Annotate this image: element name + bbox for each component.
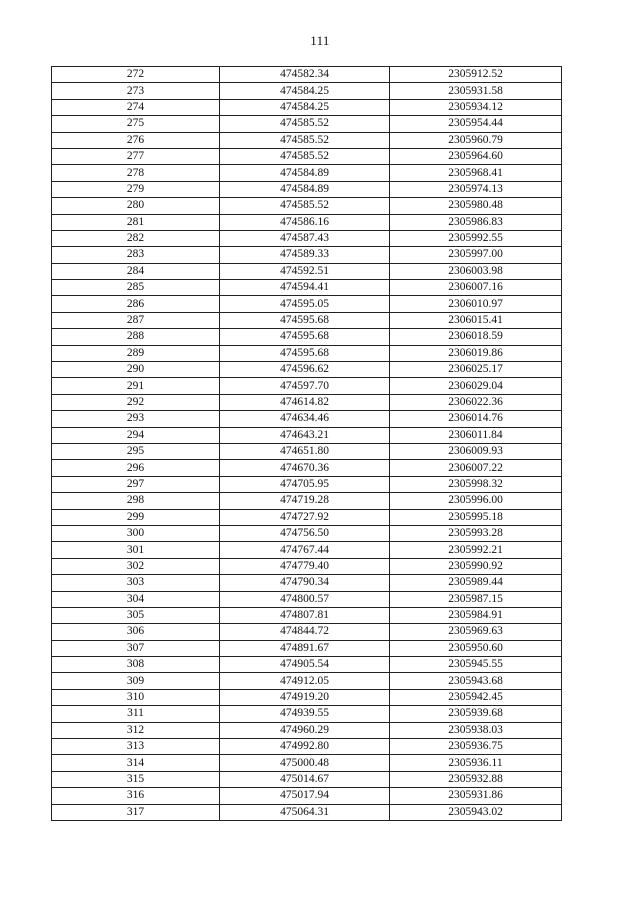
point-number-cell: 295 — [52, 443, 220, 459]
x-coordinate-cell: 474614.82 — [220, 394, 390, 410]
point-number-cell: 292 — [52, 394, 220, 410]
point-number-cell: 297 — [52, 476, 220, 492]
table-row — [52, 345, 562, 361]
x-coordinate-cell: 474595.68 — [220, 345, 390, 361]
table-row — [52, 689, 562, 705]
point-number-cell: 280 — [52, 198, 220, 214]
y-coordinate-cell: 2305931.58 — [390, 83, 562, 99]
table-row — [52, 788, 562, 804]
point-number-cell: 298 — [52, 493, 220, 509]
point-number-cell: 304 — [52, 591, 220, 607]
point-number-cell: 313 — [52, 739, 220, 755]
table-row — [52, 443, 562, 459]
x-coordinate-cell: 474800.57 — [220, 591, 390, 607]
point-number-cell: 274 — [52, 99, 220, 115]
coordinate-table — [51, 66, 562, 821]
table-row — [52, 247, 562, 263]
y-coordinate-cell: 2305945.55 — [390, 657, 562, 673]
y-coordinate-cell: 2305986.83 — [390, 214, 562, 230]
y-coordinate-cell: 2305969.63 — [390, 624, 562, 640]
x-coordinate-cell: 474790.34 — [220, 575, 390, 591]
y-coordinate-cell: 2305987.15 — [390, 591, 562, 607]
x-coordinate-cell: 474597.70 — [220, 378, 390, 394]
x-coordinate-cell: 474844.72 — [220, 624, 390, 640]
table-row — [52, 607, 562, 623]
point-number-cell: 281 — [52, 214, 220, 230]
x-coordinate-cell: 474727.92 — [220, 509, 390, 525]
x-coordinate-cell: 474651.80 — [220, 443, 390, 459]
table-row — [52, 739, 562, 755]
x-coordinate-cell: 474585.52 — [220, 148, 390, 164]
x-coordinate-cell: 474594.41 — [220, 280, 390, 296]
x-coordinate-cell: 474912.05 — [220, 673, 390, 689]
y-coordinate-cell: 2306019.86 — [390, 345, 562, 361]
x-coordinate-cell: 474584.25 — [220, 99, 390, 115]
table-row — [52, 476, 562, 492]
table-row — [52, 657, 562, 673]
table-row — [52, 624, 562, 640]
table-row — [52, 427, 562, 443]
y-coordinate-cell: 2306015.41 — [390, 312, 562, 328]
point-number-cell: 317 — [52, 804, 220, 820]
point-number-cell: 306 — [52, 624, 220, 640]
point-number-cell: 276 — [52, 132, 220, 148]
y-coordinate-cell: 2305939.68 — [390, 706, 562, 722]
table-row — [52, 362, 562, 378]
x-coordinate-cell: 474587.43 — [220, 230, 390, 246]
y-coordinate-cell: 2305974.13 — [390, 181, 562, 197]
table-row — [52, 460, 562, 476]
y-coordinate-cell: 2305998.32 — [390, 476, 562, 492]
x-coordinate-cell: 474592.51 — [220, 263, 390, 279]
point-number-cell: 287 — [52, 312, 220, 328]
x-coordinate-cell: 474596.62 — [220, 362, 390, 378]
table-row — [52, 230, 562, 246]
point-number-cell: 293 — [52, 411, 220, 427]
table-row — [52, 198, 562, 214]
table-row — [52, 296, 562, 312]
point-number-cell: 285 — [52, 280, 220, 296]
y-coordinate-cell: 2306022.36 — [390, 394, 562, 410]
x-coordinate-cell: 474589.33 — [220, 247, 390, 263]
y-coordinate-cell: 2305984.91 — [390, 607, 562, 623]
x-coordinate-cell: 475064.31 — [220, 804, 390, 820]
point-number-cell: 303 — [52, 575, 220, 591]
x-coordinate-cell: 474595.05 — [220, 296, 390, 312]
y-coordinate-cell: 2305960.79 — [390, 132, 562, 148]
x-coordinate-cell: 474779.40 — [220, 558, 390, 574]
y-coordinate-cell: 2306011.84 — [390, 427, 562, 443]
y-coordinate-cell: 2305989.44 — [390, 575, 562, 591]
x-coordinate-cell: 474634.46 — [220, 411, 390, 427]
y-coordinate-cell: 2305968.41 — [390, 165, 562, 181]
table-row — [52, 378, 562, 394]
point-number-cell: 286 — [52, 296, 220, 312]
table-row — [52, 755, 562, 771]
y-coordinate-cell: 2305943.68 — [390, 673, 562, 689]
y-coordinate-cell: 2306018.59 — [390, 329, 562, 345]
table-row — [52, 591, 562, 607]
point-number-cell: 302 — [52, 558, 220, 574]
point-number-cell: 307 — [52, 640, 220, 656]
y-coordinate-cell: 2306009.93 — [390, 443, 562, 459]
point-number-cell: 275 — [52, 116, 220, 132]
point-number-cell: 315 — [52, 771, 220, 787]
y-coordinate-cell: 2305993.28 — [390, 525, 562, 541]
y-coordinate-cell: 2305996.00 — [390, 493, 562, 509]
x-coordinate-cell: 474807.81 — [220, 607, 390, 623]
table-row — [52, 722, 562, 738]
x-coordinate-cell: 474585.52 — [220, 198, 390, 214]
point-number-cell: 312 — [52, 722, 220, 738]
y-coordinate-cell: 2305992.21 — [390, 542, 562, 558]
point-number-cell: 282 — [52, 230, 220, 246]
point-number-cell: 290 — [52, 362, 220, 378]
y-coordinate-cell: 2306007.22 — [390, 460, 562, 476]
x-coordinate-cell: 474719.28 — [220, 493, 390, 509]
x-coordinate-cell: 474891.67 — [220, 640, 390, 656]
y-coordinate-cell: 2305992.55 — [390, 230, 562, 246]
y-coordinate-cell: 2305997.00 — [390, 247, 562, 263]
table-row — [52, 493, 562, 509]
y-coordinate-cell: 2305990.92 — [390, 558, 562, 574]
point-number-cell: 288 — [52, 329, 220, 345]
x-coordinate-cell: 474905.54 — [220, 657, 390, 673]
x-coordinate-cell: 475000.48 — [220, 755, 390, 771]
table-row — [52, 640, 562, 656]
x-coordinate-cell: 474670.36 — [220, 460, 390, 476]
point-number-cell: 308 — [52, 657, 220, 673]
y-coordinate-cell: 2305936.11 — [390, 755, 562, 771]
point-number-cell: 289 — [52, 345, 220, 361]
y-coordinate-cell: 2305932.88 — [390, 771, 562, 787]
table-row — [52, 804, 562, 820]
table-row — [52, 575, 562, 591]
y-coordinate-cell: 2305934.12 — [390, 99, 562, 115]
x-coordinate-cell: 474643.21 — [220, 427, 390, 443]
point-number-cell: 309 — [52, 673, 220, 689]
y-coordinate-cell: 2305943.02 — [390, 804, 562, 820]
point-number-cell: 279 — [52, 181, 220, 197]
x-coordinate-cell: 474595.68 — [220, 329, 390, 345]
table-row — [52, 673, 562, 689]
table-row — [52, 706, 562, 722]
y-coordinate-cell: 2305964.60 — [390, 148, 562, 164]
point-number-cell: 277 — [52, 148, 220, 164]
point-number-cell: 301 — [52, 542, 220, 558]
x-coordinate-cell: 474595.68 — [220, 312, 390, 328]
x-coordinate-cell: 474584.89 — [220, 165, 390, 181]
x-coordinate-cell: 474992.80 — [220, 739, 390, 755]
y-coordinate-cell: 2306029.04 — [390, 378, 562, 394]
table-row — [52, 181, 562, 197]
x-coordinate-cell: 475014.67 — [220, 771, 390, 787]
point-number-cell: 314 — [52, 755, 220, 771]
table-row — [52, 394, 562, 410]
x-coordinate-cell: 474705.95 — [220, 476, 390, 492]
table-row — [52, 83, 562, 99]
point-number-cell: 284 — [52, 263, 220, 279]
y-coordinate-cell: 2305995.18 — [390, 509, 562, 525]
table-row — [52, 116, 562, 132]
y-coordinate-cell: 2306003.98 — [390, 263, 562, 279]
y-coordinate-cell: 2306007.16 — [390, 280, 562, 296]
y-coordinate-cell: 2305931.86 — [390, 788, 562, 804]
table-row — [52, 542, 562, 558]
x-coordinate-cell: 474582.34 — [220, 67, 390, 83]
y-coordinate-cell: 2305938.03 — [390, 722, 562, 738]
x-coordinate-cell: 474585.52 — [220, 132, 390, 148]
y-coordinate-cell: 2306010.97 — [390, 296, 562, 312]
coordinate-table-body — [52, 67, 562, 821]
point-number-cell: 294 — [52, 427, 220, 443]
x-coordinate-cell: 474584.89 — [220, 181, 390, 197]
point-number-cell: 278 — [52, 165, 220, 181]
point-number-cell: 296 — [52, 460, 220, 476]
y-coordinate-cell: 2305950.60 — [390, 640, 562, 656]
table-row — [52, 99, 562, 115]
point-number-cell: 316 — [52, 788, 220, 804]
y-coordinate-cell: 2306025.17 — [390, 362, 562, 378]
point-number-cell: 272 — [52, 67, 220, 83]
table-row — [52, 509, 562, 525]
x-coordinate-cell: 474584.25 — [220, 83, 390, 99]
point-number-cell: 305 — [52, 607, 220, 623]
table-row — [52, 148, 562, 164]
table-row — [52, 558, 562, 574]
point-number-cell: 300 — [52, 525, 220, 541]
y-coordinate-cell: 2305912.52 — [390, 67, 562, 83]
table-row — [52, 411, 562, 427]
table-row — [52, 214, 562, 230]
table-row — [52, 263, 562, 279]
x-coordinate-cell: 474919.20 — [220, 689, 390, 705]
x-coordinate-cell: 474767.44 — [220, 542, 390, 558]
table-row — [52, 312, 562, 328]
point-number-cell: 310 — [52, 689, 220, 705]
point-number-cell: 311 — [52, 706, 220, 722]
y-coordinate-cell: 2305980.48 — [390, 198, 562, 214]
x-coordinate-cell: 474960.29 — [220, 722, 390, 738]
x-coordinate-cell: 474939.55 — [220, 706, 390, 722]
table-row — [52, 132, 562, 148]
table-row — [52, 280, 562, 296]
x-coordinate-cell: 474586.16 — [220, 214, 390, 230]
table-row — [52, 165, 562, 181]
point-number-cell: 283 — [52, 247, 220, 263]
table-row — [52, 329, 562, 345]
y-coordinate-cell: 2305936.75 — [390, 739, 562, 755]
x-coordinate-cell: 475017.94 — [220, 788, 390, 804]
table-row — [52, 525, 562, 541]
x-coordinate-cell: 474585.52 — [220, 116, 390, 132]
y-coordinate-cell: 2305954.44 — [390, 116, 562, 132]
x-coordinate-cell: 474756.50 — [220, 525, 390, 541]
y-coordinate-cell: 2305942.45 — [390, 689, 562, 705]
table-row — [52, 67, 562, 83]
point-number-cell: 299 — [52, 509, 220, 525]
page-number: 111 — [310, 33, 330, 48]
point-number-cell: 273 — [52, 83, 220, 99]
table-row — [52, 771, 562, 787]
point-number-cell: 291 — [52, 378, 220, 394]
y-coordinate-cell: 2306014.76 — [390, 411, 562, 427]
